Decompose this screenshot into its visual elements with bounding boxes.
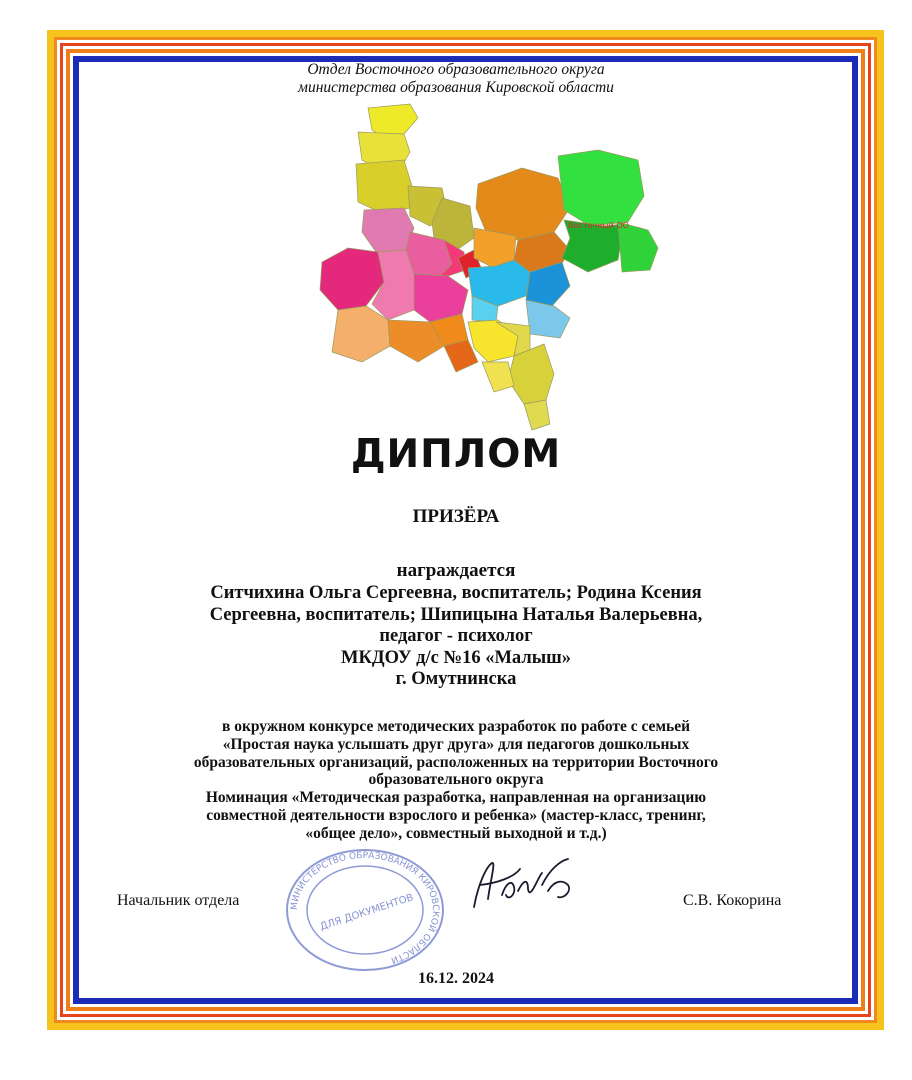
description-block [80, 718, 832, 843]
diploma-subtitle: ПРИЗЁРА [412, 506, 500, 527]
signatory-position: Начальник отдела [117, 892, 240, 909]
recipient-line: педагог - психолог [379, 626, 533, 646]
awarded-label: награждается [396, 560, 516, 581]
description-line: совместной деятельности взрослого и ребенка» (мастер-класс, тренинг, [206, 806, 706, 824]
header-line-1: Отдел Восточного образовательного округа [307, 61, 605, 78]
map-label: Восточный ОО [568, 221, 629, 230]
recipient-block [110, 583, 802, 691]
description-line: образовательных организаций, расположенных на территории Восточного [193, 753, 719, 771]
map-district-s-5 [482, 362, 514, 392]
map-district-sw-1 [332, 306, 390, 362]
header-line-2: министерства образования Кировской области [298, 79, 614, 96]
map-district-ce-4 [526, 300, 570, 338]
stamp-center-text: ДЛЯ ДОКУМЕНТОВ [318, 892, 415, 933]
map-district-s-4 [524, 400, 550, 430]
official-stamp [283, 845, 448, 975]
map-district-nw-3 [356, 160, 412, 214]
description-line: образовательного округа [368, 771, 544, 789]
map-district-e-1 [558, 150, 644, 226]
recipient-line: МКДОУ д/с №16 «Малыш» [340, 647, 572, 668]
map-district-w-1 [362, 208, 414, 252]
kirov-region-map [318, 100, 660, 432]
map-district-ne-1 [476, 168, 570, 240]
recipient-line: г. Омутнинска [395, 669, 517, 689]
description-line: в окружном конкурсе методических разработок по работе с семьей [221, 718, 691, 735]
description-line: Номинация «Методическая разработка, направленная на организацию [205, 789, 707, 807]
description-line: «общее дело», совместный выходной и т.д.) [305, 824, 607, 842]
description-line: «Простая наука услышать друг друга» для педагогов дошкольных [222, 735, 690, 753]
signatory-name: С.В. Кокорина [683, 892, 782, 909]
issue-date: 16.12. 2024 [418, 970, 494, 987]
map-district-sw-4 [444, 340, 478, 372]
stamp-ring-text: МИНИСТЕРСТВО ОБРАЗОВАНИЯ КИРОВСКОЙ ОБЛАСТИ [289, 850, 441, 965]
handwritten-signature [468, 855, 583, 915]
recipient-line: Сергеевна, воспитатель; Шипицына Наталья Валерьевна, [209, 604, 703, 625]
recipient-line: Ситчихина Ольга Сергеевна, воспитатель; Родина Ксения [210, 583, 702, 603]
diploma-title: ДИПЛОМ [350, 432, 562, 477]
